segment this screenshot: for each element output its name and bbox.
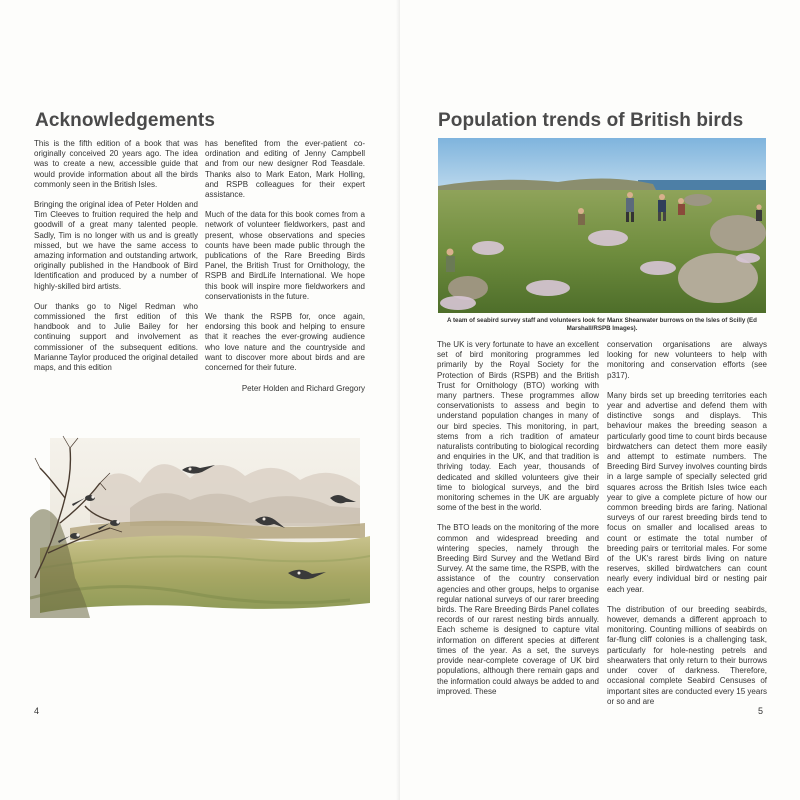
page-number: 5 — [758, 706, 764, 716]
right-column-2 — [607, 340, 767, 717]
right-column-1 — [437, 340, 599, 707]
paragraph: This is the fifth edition of a book that was originally conceived 20 years ago. The idea was to create a new, accessible guide that would provide information about all the birds commonly seen in the British Isles. — [34, 139, 198, 189]
paragraph: has benefited from the ever-patient co-ordination and editing of Jenny Campbell and from our new designer Rod Teasdale. Thanks also to Mark Eaton, Mark Holling, and RSPB colleagues for their expert assistance. — [205, 139, 365, 200]
left-column-2 — [205, 139, 365, 383]
paragraph: We thank the RSPB for, once again, endorsing this book and helping to ensure that it reaches the ever-growing audience who love nature and the countryside and want to discover more about birds and are concerned for their future. — [205, 312, 365, 373]
page-title-population-trends: Population trends of British birds — [438, 110, 744, 131]
paragraph: The UK is very fortunate to have an excellent set of bird monitoring programmes led primarily by the Royal Society for the Protection of Birds (RSPB) and the British Trust for Ornithology (BTO) working with many partners. These programmes allow conservationists to assess and begin to understand population changes in many of our bird species. This monitoring, in part, stems from a rich tradition of amateur naturalists contributing to biological recording and enquiries in the UK, and that tradition is thriving today. Each year, thousands of dedicated and skilled volunteers give their time to biological surveys, and the bird monitoring schemes in the UK are arguably some of the best in the world. — [437, 340, 599, 513]
left-column-1 — [34, 139, 198, 383]
paragraph: Bringing the original idea of Peter Holden and Tim Cleeves to fruition required the help and goodwill of a great many talented people. Sadly, Tim is no longer with us and is greatly missed, but we have the same access to amazing information and outstanding artwork, originally published in the Handbook of Bird Identification and produced by a number of highly-skilled bird artists. — [34, 200, 198, 291]
author-signature: Peter Holden and Richard Gregory — [241, 384, 365, 393]
survey-team-photo — [438, 138, 766, 313]
bird-illustration — [30, 428, 370, 618]
paragraph: The distribution of our breeding seabirds, however, demands a different approach to monitoring. Counting millions of seabirds on far-flung cliff colonies is a challenging task, particularly for hole-nesting petrels and shearwaters that only return to their burrows under cover of darkness. Therefore, occasional complete Seabird Censuses of important sites are conducted every 15 years or so and are — [607, 604, 767, 706]
paragraph: Much of the data for this book comes from a network of volunteer fieldworkers, past and present, whose observations and species counts have been made public through the publications of the Rare Breeding Birds Panel, the British Trust for Ornithology, the RSPB and BirdLife International. We hope this book will inspire more fieldworkers and conservationists in the future. — [205, 210, 365, 301]
photo-caption: A team of seabird survey staff and volunteers look for Manx Shearwater burrows on the Isles of Scilly (Ed Marshall/RSPB Images). — [447, 317, 757, 332]
paragraph: conservation organisations are always looking for new volunteers to help with monitoring and conservation efforts (see p317). — [607, 340, 767, 380]
paragraph: The BTO leads on the monitoring of the more common and widespread breeding and wintering species, namely through the Breeding Bird Survey and the Wetland Bird Survey. At the same time, the RSPB, with the assistance of the country conservation agencies and other groups, helps to organise regular national surveys of our rarer breeding birds. The Rare Breeding Birds Panel collates records of our rarest nesting birds annually. Each scheme is designed to capture vital information on different species at different times of the year. As a set, the surveys provide near-complete coverage of UK bird populations, although there remain gaps and the information could always be added to and improved. These — [437, 523, 599, 696]
paragraph: Many birds set up breeding territories each year and advertise and defend them with distinctive songs and displays. This behaviour makes the breeding season a particularly good time to count birds because birdwatchers can detect them more easily and attempt to estimate numbers. The Breeding Bird Survey involves counting birds in a large sample of specially selected grid squares across the British Isles twice each year to give a complete picture of how our common breeding birds are faring. National surveys of our rarest breeding birds tend to focus on smaller and localised areas to count or estimate the total number of breeding pairs or territorial males. For some of the UK's rarest birds living on nature reserves, skilled birdwatchers can count nearly every individual bird or nesting pair each year. — [607, 390, 767, 594]
page-number: 4 — [34, 706, 40, 716]
paragraph: Our thanks go to Nigel Redman who commissioned the first edition of this handbook and to Julie Bailey for her continuing support and involvement as commissioner of the subsequent editions. Marianne Taylor produced the original detailed maps, and this edition — [34, 301, 198, 373]
page-title-acknowledgements: Acknowledgements — [35, 110, 216, 131]
